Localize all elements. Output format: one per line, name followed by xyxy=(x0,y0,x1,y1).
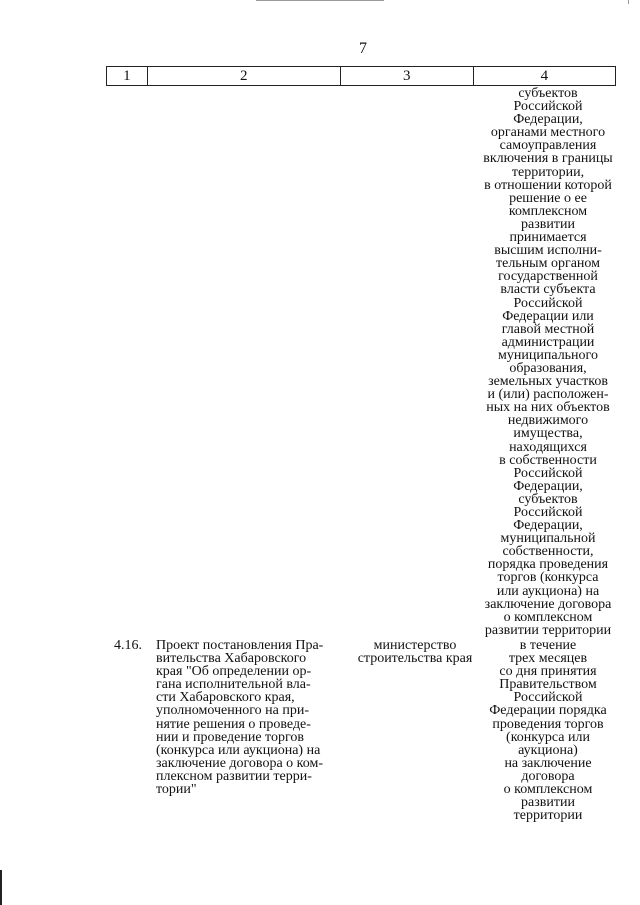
continued-term-line: комплексном xyxy=(508,203,588,219)
title-line: тории" xyxy=(156,782,197,798)
row-term-cell xyxy=(478,639,618,822)
table-header-row xyxy=(106,66,616,86)
title-line: вительства Хабаровского xyxy=(156,651,307,667)
continued-term-cell xyxy=(478,87,618,637)
term-line: аукциона) xyxy=(518,742,578,758)
title-line: нятие решения о проведе- xyxy=(156,716,311,732)
continued-term-line: главой местной xyxy=(501,321,595,337)
continued-term-line: торгов (конкурса xyxy=(497,570,599,586)
title-line: сти Хабаровского края, xyxy=(156,690,295,706)
term-line: Федерации порядка xyxy=(489,703,607,719)
continued-term-line: Российской xyxy=(513,505,583,520)
continued-term-line: находящихся xyxy=(509,439,587,455)
continued-term-line: территории, xyxy=(511,164,585,180)
continued-term-line: имущества, xyxy=(513,426,583,442)
continued-term-line: развитии территории xyxy=(484,622,612,638)
continued-term-line: власти субъекта xyxy=(500,282,596,298)
executor-line: строительства края xyxy=(357,651,473,667)
title-line: (конкурса или аукциона) на xyxy=(156,742,321,758)
continued-term-line: субъектов xyxy=(518,491,578,507)
continued-term-line: Российской xyxy=(513,99,583,115)
term-line: территории xyxy=(513,808,583,824)
row-number: 4.16. xyxy=(114,638,142,653)
continued-term-line: муниципального xyxy=(498,347,598,363)
continued-term-line: субъектов xyxy=(518,86,578,101)
continued-term-line: тельным органом xyxy=(495,256,600,272)
continued-term-line: заключение договора xyxy=(484,596,612,612)
table-header xyxy=(106,66,616,86)
continued-term-line: о комплексном xyxy=(503,609,593,625)
term-line: проведения торгов xyxy=(492,716,604,732)
continued-term-line: самоуправления xyxy=(499,138,597,154)
term-line: Российской xyxy=(513,690,583,706)
title-line: гана исполнительной вла- xyxy=(156,677,311,693)
title-line: плексном развитии терри- xyxy=(156,768,312,784)
term-line: в течение xyxy=(519,638,577,653)
continued-term-line: включения в границы xyxy=(483,151,613,167)
term-line: развитии xyxy=(521,795,575,811)
continued-term-line: муниципальной xyxy=(500,531,596,547)
header-col-4: 4 xyxy=(540,67,549,84)
continued-term-line: недвижимого xyxy=(507,413,589,429)
header-col-3: 3 xyxy=(341,67,474,85)
continued-term-line: земельных участков xyxy=(488,374,608,390)
title-line: Проект постановления Пра- xyxy=(156,638,324,653)
title-line: края "Об определении ор- xyxy=(156,664,312,680)
continued-term-line: образования, xyxy=(509,360,587,376)
page-number: 7 xyxy=(359,40,367,57)
continued-term-line: развитии xyxy=(521,216,575,232)
term-line: (конкурса или xyxy=(506,729,590,745)
continued-term-line: ных на них объектов xyxy=(486,400,610,416)
continued-term-line: или аукциона) на xyxy=(496,583,600,599)
continued-term-line: принимается xyxy=(509,230,587,246)
term-line: Правительством xyxy=(499,677,597,693)
continued-term-line: высшим исполни- xyxy=(494,243,602,259)
continued-term-line: органами местного xyxy=(490,125,606,141)
term-line: трех месяцев xyxy=(508,651,588,667)
continued-term-line: Федерации, xyxy=(513,518,583,534)
continued-term-line: в отношении которой xyxy=(484,177,612,193)
term-line: на заключение xyxy=(504,755,592,771)
continued-term-line: государственной xyxy=(498,269,598,285)
continued-term-line: Федерации, xyxy=(513,478,583,494)
continued-term-line: Федерации или xyxy=(502,308,594,324)
continued-term-line: в собственности xyxy=(499,452,597,468)
continued-term-line: Российской xyxy=(513,465,583,481)
continued-term-line: администрации xyxy=(501,334,595,350)
title-line: уполномоченного на при- xyxy=(156,703,310,719)
term-line: договора xyxy=(521,768,575,784)
title-line: заключение договора о ком- xyxy=(156,755,324,771)
executor-line: министерство xyxy=(373,638,457,653)
continued-term-line: решение о ее xyxy=(509,190,587,206)
continued-term-line: и (или) расположен- xyxy=(487,387,609,403)
continued-term-line: порядка проведения xyxy=(487,557,609,573)
term-line: о комплексном xyxy=(503,782,593,798)
header-col-1: 1 xyxy=(107,67,148,85)
top-edge-rule xyxy=(256,0,384,1)
top-edge-mark xyxy=(628,0,629,4)
continued-term-line: Федерации, xyxy=(513,112,583,128)
continued-term-line: собственности, xyxy=(502,544,594,560)
title-line: нии и проведение торгов xyxy=(156,729,304,745)
row-title-cell xyxy=(156,639,346,796)
row-executor-cell xyxy=(350,639,480,665)
term-line: со дня принятия xyxy=(499,664,597,680)
continued-term-line: Российской xyxy=(513,295,583,311)
scan-edge-bar xyxy=(0,870,2,905)
header-col-2: 2 xyxy=(148,67,341,85)
